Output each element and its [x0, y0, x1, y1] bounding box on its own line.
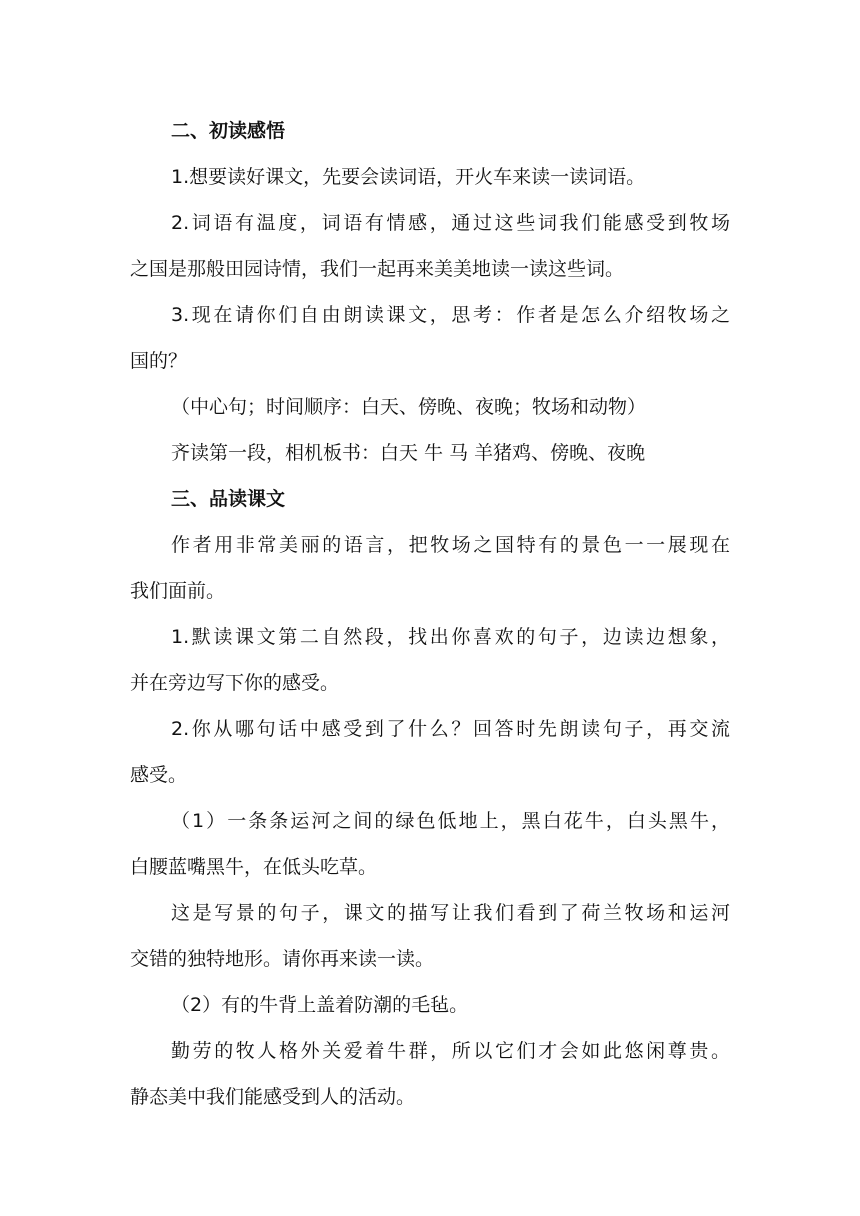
- section-heading-close-reading: 三、品读课文: [171, 488, 286, 510]
- paragraph-herdsmen-line1: 勤劳的牧人格外关爱着牛群，所以它们才会如此悠闲尊贵。: [171, 1040, 730, 1062]
- paragraph-word-warmth-line2: 之国是那般田园诗情，我们一起再来美美地读一读这些词。: [130, 258, 625, 280]
- paragraph-free-reading-line2: 国的？: [130, 350, 188, 372]
- paragraph-herdsmen-line2: 静态美中我们能感受到人的活动。: [130, 1086, 416, 1108]
- paragraph-which-sentence-line1: 2.你从哪句话中感受到了什么？回答时先朗读句子，再交流: [171, 718, 730, 740]
- paragraph-beautiful-language-line1: 作者用非常美丽的语言，把牧场之国特有的景色一一展现在: [171, 534, 730, 556]
- paragraph-silent-reading-line2: 并在旁边写下你的感受。: [130, 672, 340, 694]
- paragraph-central-sentence-note: （中心句；时间顺序：白天、傍晚、夜晚；牧场和动物）: [171, 396, 647, 418]
- paragraph-quote-1-line1: （1）一条条运河之间的绿色低地上，黑白花牛，白头黑牛，: [171, 810, 730, 832]
- document-body: [130, 108, 730, 1120]
- paragraph-word-warmth-line1: 2.词语有温度，词语有情感，通过这些词我们能感受到牧场: [171, 212, 730, 234]
- paragraph-free-reading-line1: 3.现在请你们自由朗读课文，思考：作者是怎么介绍牧场之: [171, 304, 730, 326]
- paragraph-quote-2: （2）有的牛背上盖着防潮的毛毡。: [171, 994, 469, 1016]
- paragraph-beautiful-language-line2: 我们面前。: [130, 580, 226, 602]
- paragraph-scenery-sentence-line1: 这是写景的句子，课文的描写让我们看到了荷兰牧场和运河: [171, 902, 730, 924]
- paragraph-which-sentence-line2: 感受。: [130, 764, 188, 786]
- paragraph-scenery-sentence-line2: 交错的独特地形。请你再来读一读。: [130, 948, 435, 970]
- section-heading-first-reading: 二、初读感悟: [171, 120, 286, 142]
- paragraph-blackboard-notes: 齐读第一段，相机板书：白天 牛 马 羊猪鸡、傍晚、夜晚: [171, 442, 646, 464]
- paragraph-read-words: 1.想要读好课文，先要会读词语，开火车来读一读词语。: [171, 166, 646, 188]
- paragraph-silent-reading-line1: 1.默读课文第二自然段，找出你喜欢的句子，边读边想象，: [171, 626, 730, 648]
- paragraph-quote-1-line2: 白腰蓝嘴黑牛，在低头吃草。: [130, 856, 378, 878]
